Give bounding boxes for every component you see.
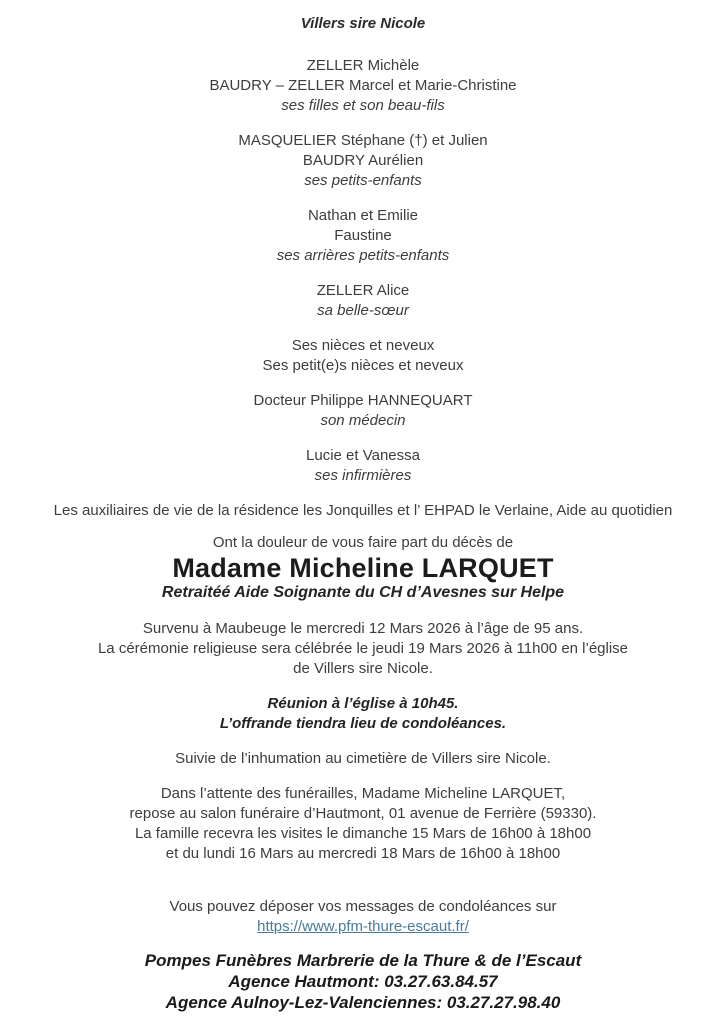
family-names-line: Lucie et Vanessa: [306, 447, 420, 464]
condolences-section: [20, 897, 706, 937]
agency-aulnoy-phone: Agence Aulnoy-Lez-Valenciennes: 03.27.27.98.40: [165, 993, 561, 1012]
burial-line: Suivie de l’inhumation au cimetière de Villers sire Nicole.: [175, 750, 551, 767]
ceremony-details-line: La cérémonie religieuse sera célébrée le jeudi 19 Mars 2026 à 11h00 en l’église: [97, 640, 629, 657]
visitation-line: La famille recevra les visites le dimanche 15 Mars de 16h00 à 18h00: [134, 825, 592, 842]
family-names-line: ZELLER Michèle: [306, 57, 420, 74]
family-names-line: Nathan et Emilie: [307, 207, 419, 224]
ceremony-details-line: de Villers sire Nicole.: [293, 660, 433, 677]
condolences-link[interactable]: https://www.pfm-thure-escaut.fr/: [257, 918, 469, 935]
condolences-message: Vous pouvez déposer vos messages de condoléances sur: [169, 898, 557, 915]
family-group-nieces-nephews: [20, 336, 706, 376]
visitation-line: et du lundi 16 Mars au mercredi 18 Mars de 16h00 à 18h00: [165, 845, 561, 862]
family-names-line: Ses petit(e)s nièces et neveux: [262, 357, 464, 374]
family-names-line: Ses nièces et neveux: [291, 337, 435, 354]
death-details-line: Survenu à Maubeuge le mercredi 12 Mars 2026 à l’âge de 95 ans.: [142, 620, 584, 637]
family-names-line: Faustine: [334, 227, 392, 244]
family-group-nurses: [20, 446, 706, 486]
family-group-doctor: [20, 391, 706, 431]
deceased-name: Madame Micheline LARQUET: [172, 553, 554, 583]
family-group-great-grandchildren: [20, 206, 706, 266]
family-names-line: BAUDRY Aurélien: [302, 152, 424, 169]
family-relation-label: son médecin: [320, 412, 406, 429]
family-names-line: ZELLER Alice: [316, 282, 410, 299]
family-names-line: BAUDRY – ZELLER Marcel et Marie-Christine: [209, 77, 517, 94]
family-names-line: Docteur Philippe HANNEQUART: [253, 392, 473, 409]
death-details-paragraph: [20, 619, 706, 679]
family-relation-label: ses infirmières: [314, 467, 412, 484]
funeral-home-name: Pompes Funèbres Marbrerie de la Thure & de l’Escaut: [144, 951, 582, 970]
family-relation-label: ses filles et son beau-fils: [281, 97, 445, 114]
meeting-note-line: Réunion à l’église à 10h45.: [267, 695, 459, 712]
family-group-daughters: [20, 56, 706, 116]
deceased-profession: Retraitéé Aide Soignante du CH d’Avesnes sur Helpe: [161, 584, 565, 601]
visitation-paragraph: [20, 784, 706, 864]
commune-title: Villers sire Nicole: [300, 15, 426, 32]
family-relation-label: sa belle-sœur: [317, 302, 409, 319]
visitation-line: Dans l’attente des funérailles, Madame Micheline LARQUET,: [160, 785, 566, 802]
meeting-note-paragraph: [20, 694, 706, 734]
announcement-intro: Ont la douleur de vous faire part du décès de: [212, 534, 514, 551]
family-relation-label: ses arrières petits-enfants: [276, 247, 450, 264]
funeral-home-footer: [20, 950, 706, 1013]
family-group-grandchildren: [20, 131, 706, 191]
offering-note-line: L’offrande tiendra lieu de condoléances.: [219, 715, 507, 732]
agency-hautmont-phone: Agence Hautmont: 03.27.63.84.57: [228, 972, 498, 991]
family-group-sister-in-law: [20, 281, 706, 321]
visitation-line: repose au salon funéraire d’Hautmont, 01 avenue de Ferrière (59330).: [129, 805, 597, 822]
family-relation-label: ses petits-enfants: [304, 172, 422, 189]
family-names-line: MASQUELIER Stéphane (†) et Julien: [238, 132, 488, 149]
caregivers-line: Les auxiliaires de vie de la résidence les Jonquilles et l’ EHPAD le Verlaine, Aide au quotidien: [53, 502, 673, 519]
